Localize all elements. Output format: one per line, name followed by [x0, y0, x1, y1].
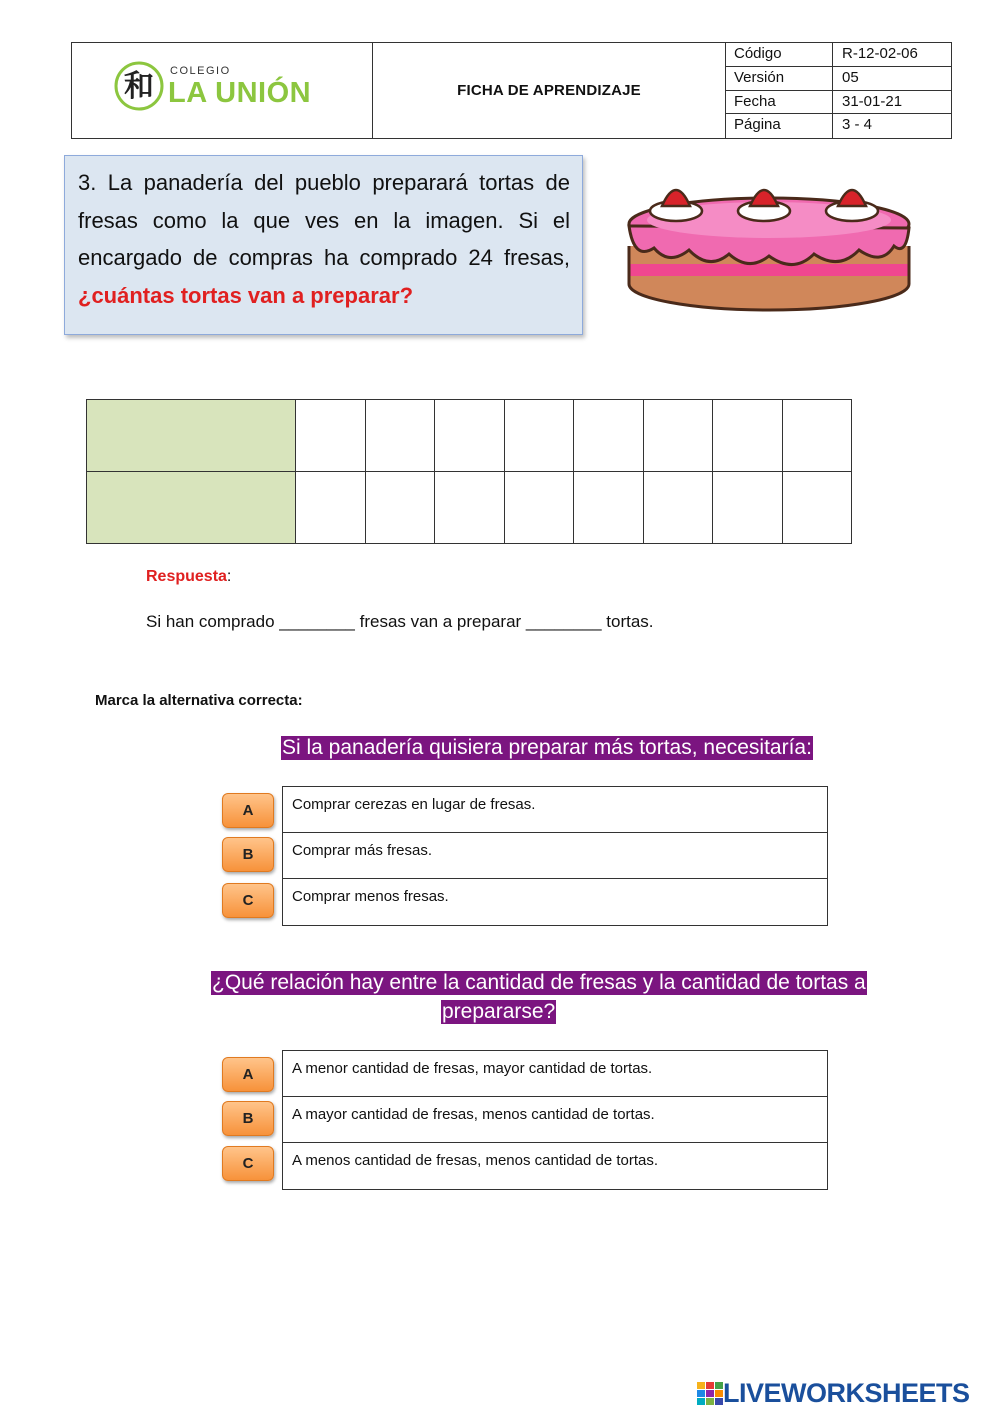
grid-cell[interactable] — [574, 472, 644, 544]
grid-cell[interactable] — [713, 400, 783, 472]
problem-statement — [64, 155, 583, 335]
grid-cell[interactable] — [365, 472, 435, 544]
question1-options — [282, 786, 828, 926]
response-label-text: Respuesta — [146, 568, 227, 585]
grid-cell[interactable] — [435, 472, 505, 544]
document-title: FICHA DE APRENDIZAJE — [373, 43, 726, 138]
instructions: Marca la alternativa correcta: — [95, 692, 303, 709]
option-b-button[interactable]: B — [222, 837, 274, 872]
option-text: A menor cantidad de fresas, mayor cantidad de tortas. — [283, 1051, 827, 1097]
option-c-button[interactable]: C — [222, 883, 274, 918]
meta-key: Fecha — [726, 91, 833, 114]
grid-cell[interactable] — [713, 472, 783, 544]
logo-title: LA UNIÓN — [168, 77, 312, 109]
work-grid — [86, 399, 852, 544]
strawberry-cake-icon — [624, 176, 914, 316]
grid-cell[interactable] — [643, 400, 713, 472]
problem-text: 3. La panadería del pueblo preparará tortas de fresas como la que ves en la imagen. Si el encargado de compras ha comprado 24 fresas, — [78, 170, 570, 270]
option-c-button[interactable]: C — [222, 1146, 274, 1181]
meta-row — [726, 91, 951, 115]
liveworksheets-icon — [697, 1382, 723, 1406]
response-sentence: Si han comprado ________ fresas van a preparar ________ tortas. — [146, 612, 654, 631]
meta-row — [726, 43, 951, 67]
logo-emblem-icon — [112, 59, 166, 113]
grid-cell[interactable] — [782, 472, 852, 544]
meta-value: R-12-02-06 — [842, 45, 918, 62]
option-text: A menos cantidad de fresas, menos cantidad de tortas. — [292, 1152, 659, 1169]
meta-row — [726, 114, 951, 138]
option-text: Comprar menos fresas. — [292, 888, 449, 905]
document-meta — [726, 43, 951, 138]
option-a-button[interactable]: A — [222, 793, 274, 828]
logo-subtitle: COLEGIO — [170, 65, 231, 77]
liveworksheets-text: LIVEWORKSHEETS — [723, 1378, 970, 1408]
option-b-button[interactable]: B — [222, 1101, 274, 1136]
grid-cell[interactable] — [574, 400, 644, 472]
school-logo — [72, 43, 373, 138]
question2-title: ¿Qué relación hay entre la cantidad de fresas y la cantidad de tortas a — [212, 971, 866, 994]
option-text: Comprar más fresas. — [283, 833, 827, 879]
problem-question: ¿cuántas tortas van a preparar? — [78, 282, 414, 308]
grid-cell[interactable] — [296, 400, 366, 472]
grid-cell[interactable] — [365, 400, 435, 472]
liveworksheets-logo — [697, 1378, 970, 1409]
svg-text:和: 和 — [124, 69, 154, 104]
option-a-button[interactable]: A — [222, 1057, 274, 1092]
grid-cell[interactable] — [504, 472, 574, 544]
meta-key: Versión — [726, 67, 833, 90]
response-label — [146, 568, 231, 586]
meta-key: Código — [726, 43, 833, 66]
grid-label-cell[interactable] — [87, 472, 296, 544]
grid-label-cell[interactable] — [87, 400, 296, 472]
response-colon: : — [226, 568, 232, 585]
meta-row — [726, 67, 951, 91]
question2-options — [282, 1050, 828, 1190]
meta-value: 3 - 4 — [842, 116, 873, 134]
meta-value: 05 — [842, 68, 859, 86]
grid-row — [87, 400, 852, 472]
grid-row — [87, 472, 852, 544]
header-table — [71, 42, 952, 139]
grid-cell[interactable] — [296, 472, 366, 544]
meta-value: 31-01-21 — [842, 92, 903, 110]
grid-cell[interactable] — [643, 472, 713, 544]
question2-title-cont: prepararse? — [442, 1000, 556, 1023]
option-text: Comprar cerezas en lugar de fresas. — [283, 787, 827, 833]
option-text: A mayor cantidad de fresas, menos cantidad de tortas. — [283, 1097, 827, 1143]
grid-cell[interactable] — [435, 400, 505, 472]
grid-cell[interactable] — [504, 400, 574, 472]
question1-title: Si la panadería quisiera preparar más tortas, necesitaría: — [282, 736, 812, 759]
grid-cell[interactable] — [782, 400, 852, 472]
meta-key: Página — [726, 114, 833, 138]
